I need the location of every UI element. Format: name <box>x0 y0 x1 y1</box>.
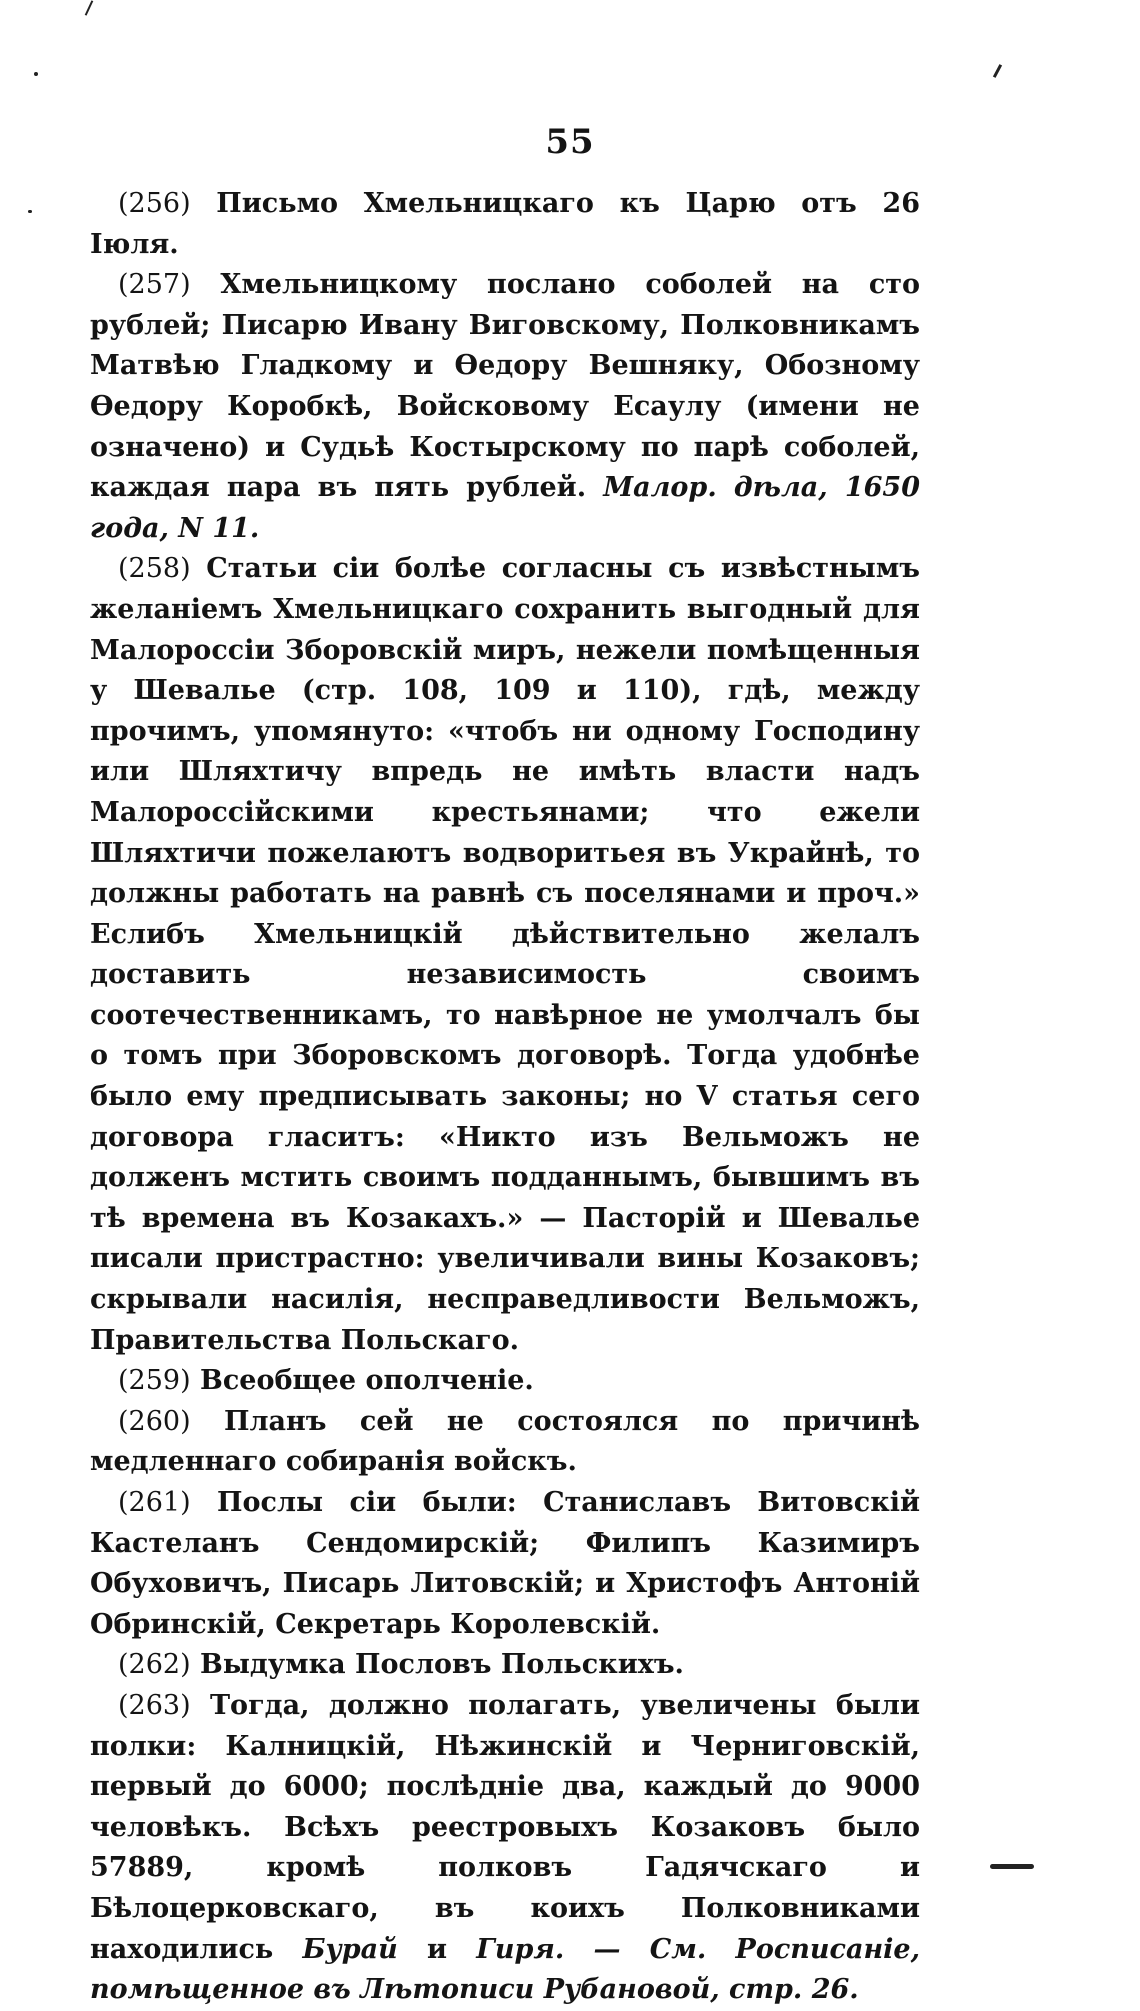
scan-mark <box>85 0 94 15</box>
scan-mark <box>990 1864 1034 1869</box>
note-260 <box>90 1402 920 1483</box>
note-256 <box>90 184 920 265</box>
note-263 <box>90 1686 920 2011</box>
page-number: 55 <box>545 122 595 162</box>
notes-body <box>90 184 920 2011</box>
note-number: (257) <box>118 269 191 301</box>
note-261 <box>90 1483 920 1645</box>
note-number: (262) <box>118 1649 191 1681</box>
note-number: (260) <box>118 1405 191 1437</box>
note-text: Выдумка Пословъ Польскихъ. <box>200 1649 684 1681</box>
scan-mark <box>34 72 38 76</box>
note-257 <box>90 265 920 549</box>
note-text: Планъ сей не состоялся по причинѣ медленнаго собиранія войскъ. <box>90 1405 920 1478</box>
note-text: Послы сіи были: Станиславъ Витовскій Кастеланъ Сендомирскій; Филипъ Казимиръ Обуховичъ, Писарь Литовскій; и Христофъ Антоній Обринскій, Секретарь Королевскій. <box>90 1487 920 1640</box>
note-italic-name: Бурай <box>302 1933 398 1965</box>
note-text: Письмо Хмельницкаго къ Царю отъ 26 Іюля. <box>90 188 920 260</box>
note-number: (256) <box>118 188 191 219</box>
note-258 <box>90 549 920 1361</box>
note-citation: Гиря. — См. Росписаніе, помѣщенное въ Лѣтописи Рубановой, стр. 26. <box>90 1933 921 2006</box>
note-number: (259) <box>118 1365 191 1397</box>
note-text: Хмельницкому послано соболей на сто рублей; Писарю Ивану Виговскому, Полковникамъ Матвѣю Гладкому и Ѳедору Вешняку, Обозному Ѳедору Коробкѣ, Войсковому Есаулу (имени не означено) и Судьѣ Костырскому по парѣ соболей, каждая пара въ пять рублей. <box>90 269 920 504</box>
note-259 <box>90 1361 920 1402</box>
note-citation: Малор. дѣла, 1650 года, N 11. <box>90 472 920 544</box>
scan-mark <box>993 64 1002 78</box>
scan-mark <box>28 210 32 213</box>
note-262 <box>90 1645 920 1686</box>
note-number: (263) <box>118 1689 191 1721</box>
note-text: Всеобщее ополченіе. <box>200 1365 534 1397</box>
note-text: Статьи сіи болѣе согласны съ извѣстнымъ желаніемъ Хмельницкаго сохранить выгодный для Малороссіи Зборовскій миръ, нежели помѣщенныя у Шевалье (стр. 108, 109 и 110), гдѣ, между прочимъ, упомянуто: «чтобъ ни одному Господину или Шляхтичу впредь не имѣть власти надъ Малороссійскими крестьянами; что ежели Шляхтичи пожелаютъ водворитьея въ Украйнѣ, то должны работать на равнѣ съ поселянами и проч.» Еслибъ Хмельницкій дѣйствительно желалъ доставить независимость своимъ соотечественникамъ, то навѣрное не умолчалъ бы о томъ при Зборовскомъ договорѣ. Тогда удобнѣе было ему предписывать законы; но V статья сего договора гласитъ: «Никто изъ Вельможъ не долженъ мстить своимъ подданнымъ, бывшимъ въ тѣ времена въ Козакахъ.» — Пасторій и Шевалье писали пристрастно: увеличивали вины Козаковъ; скрывали насилія, несправедливости Вельможъ, Правительства Польскаго. <box>90 553 920 1356</box>
note-number: (258) <box>118 553 191 585</box>
note-text: Тогда, должно полагать, увеличены были полки: Калницкій, Нѣжинскій и Черниговскій, первый до 6000; послѣдніе два, каждый до 9000 человѣкъ. Всѣхъ реестровыхъ Козаковъ было 57889, кромѣ полковъ Гадячскаго и Бѣлоцерковскаго, въ коихъ Полковниками находились <box>90 1689 920 1965</box>
note-conjunction: и <box>426 1933 447 1965</box>
note-number: (261) <box>118 1487 191 1518</box>
